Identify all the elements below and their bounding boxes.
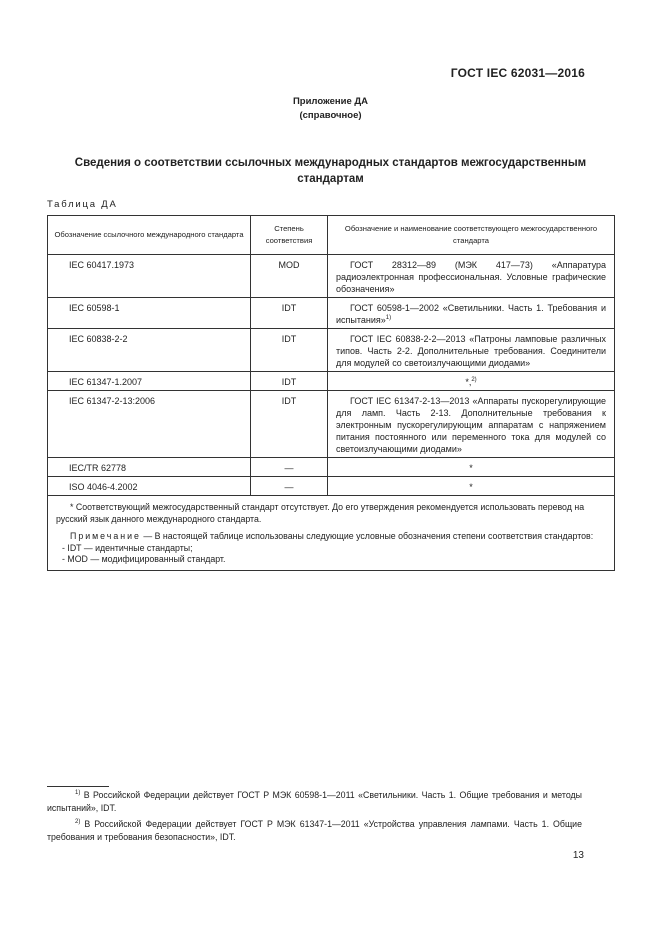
footnote-item: $^{1)}$ В Российской Федерации действует ГОСТ Р МЭК 60598-1—2011 «Светильники. Часть 1. Общие требования и методы испытаний», IDT. [47, 790, 582, 813]
appendix-heading [0, 95, 661, 123]
table-row [48, 391, 615, 458]
table-row [48, 329, 615, 372]
correspondence-table [47, 215, 615, 571]
table-notes [48, 496, 615, 571]
page-number: 13 [572, 850, 584, 861]
table-header-row [48, 216, 615, 255]
cell-reference: IEC 60838-2-2 [48, 329, 251, 372]
page-title: Сведения о соответствии ссылочных международных стандартов межгосударственным стандартам [74, 157, 587, 185]
header-degree: Степень соответствия [251, 216, 328, 255]
cell-reference: IEC 60417.1973 [48, 255, 251, 298]
cell-standard: * [328, 477, 615, 496]
table-footnote: * Соответствующий межгосударственный стандарт отсутствует. До его утверждения рекомендуется использовать перевод на русский язык данного международного стандарта. [56, 502, 585, 524]
cell-standard: ГОСТ IEC 60838-2-2—2013 «Патроны ламповые различных типов. Часть 2-2. Дополнительные требования. Соединители для модулей со светоизлучающими диодами» [328, 329, 615, 372]
table-label: Таблица ДА [47, 199, 118, 210]
cell-reference: IEC 60598-1 [48, 298, 251, 329]
footnote-mark: 2) [75, 819, 81, 825]
footnote-ref-2: 2) [471, 377, 477, 383]
footnote-ref-1: 1) [385, 315, 392, 321]
cell-degree: IDT [251, 391, 328, 458]
cell-degree: — [251, 477, 328, 496]
cell-degree: IDT [251, 298, 328, 329]
page-footnotes [47, 789, 582, 844]
table-row [48, 458, 615, 477]
appendix-subtitle: (справочное) [299, 110, 362, 121]
table-note [56, 531, 606, 543]
note-text: — В настоящей таблице использованы следующие условные обозначения степени соответствия стандартов: [140, 531, 594, 542]
cell-reference: IEC 61347-2-13:2006 [48, 391, 251, 458]
cell-degree: IDT [251, 329, 328, 372]
table-row [48, 372, 615, 391]
cell-standard: ГОСТ 28312—89 (МЭК 417—73) «Аппаратура радиоэлектронная профессиональная. Условные графические обозначения» [328, 255, 615, 298]
footnote-separator [47, 786, 109, 787]
note-item: - IDT — идентичные стандарты; [62, 542, 193, 553]
cell-degree: MOD [251, 255, 328, 298]
cell-reference: ISO 4046-4.2002 [48, 477, 251, 496]
header-reference-standard: Обозначение ссылочного международного стандарта [48, 216, 251, 255]
cell-degree: IDT [251, 372, 328, 391]
note-label: Примечание [70, 531, 141, 542]
table-row [48, 477, 615, 496]
cell-standard: * [328, 458, 615, 477]
document-standard-number: ГОСТ IEC 62031—2016 [450, 66, 585, 80]
cell-degree: — [251, 458, 328, 477]
cell-standard: *,$^{2)}$ [328, 372, 615, 391]
table-notes-row [48, 496, 615, 571]
cell-standard: ГОСТ 60598-1—2002 «Светильники. Часть 1. Требования и испытания»$^{1)}$ [328, 298, 615, 329]
footnote-mark: 1) [75, 790, 81, 796]
note-item: - MOD — модифицированный стандарт. [62, 554, 226, 565]
cell-reference: IEC 61347-1.2007 [48, 372, 251, 391]
header-interstate-standard: Обозначение и наименование соответствующего межгосударственного стандарта [328, 216, 615, 255]
cell-standard: ГОСТ IEC 61347-2-13—2013 «Аппараты пускорегулирующие для ламп. Часть 2-13. Дополнительные требования к электронным пускорегулирующим аппаратам с напряжением питания постоянного или переменного тока для модулей со светоизлучающими диодами» [328, 391, 615, 458]
cell-reference: IEC/TR 62778 [48, 458, 251, 477]
footnote-item: $^{2)}$ В Российской Федерации действует ГОСТ Р МЭК 61347-1—2011 «Устройства управления лампами. Часть 1. Общие требования и требования безопасности», IDT. [47, 819, 582, 842]
table-row [48, 255, 615, 298]
appendix-title: Приложение ДА [292, 96, 369, 107]
table-row [48, 298, 615, 329]
